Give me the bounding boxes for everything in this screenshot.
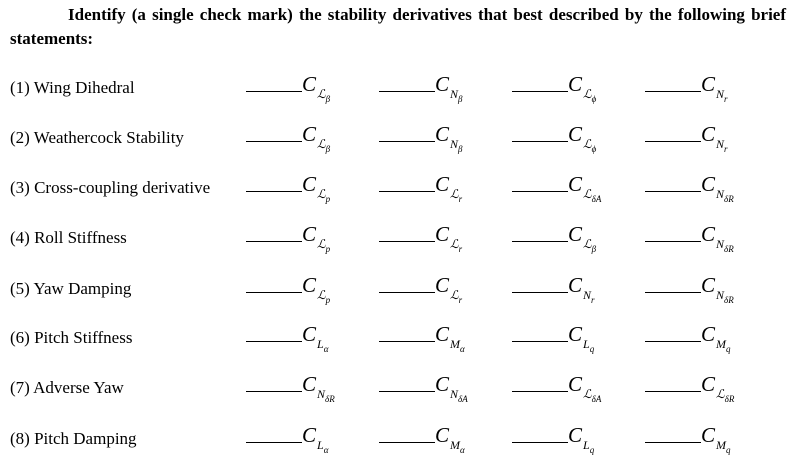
check-blank[interactable] <box>512 191 568 192</box>
symbol-subscript: NδA <box>450 387 468 404</box>
question-row <box>0 120 794 160</box>
symbol-subsubscript: δR <box>724 244 734 254</box>
answer-option[interactable] <box>512 370 662 410</box>
answer-option[interactable] <box>379 220 529 260</box>
symbol-subsubscript: r <box>458 295 463 305</box>
question-row <box>0 320 794 360</box>
check-blank[interactable] <box>645 292 701 293</box>
check-blank[interactable] <box>645 442 701 443</box>
symbol-base: C <box>435 273 450 297</box>
answer-option[interactable] <box>645 170 794 210</box>
question-label: (8) Pitch Damping <box>10 429 137 448</box>
symbol-subsubscript: q <box>589 445 595 455</box>
answer-option[interactable] <box>512 271 662 311</box>
symbol-base: C <box>435 222 450 246</box>
symbol-base: C <box>701 372 716 396</box>
symbol-base: C <box>435 372 450 396</box>
answer-option[interactable] <box>379 320 529 360</box>
derivative-symbol <box>701 320 731 354</box>
symbol-base: C <box>568 372 583 396</box>
check-blank[interactable] <box>379 191 435 192</box>
symbol-subscript: ℒδR <box>716 387 735 404</box>
symbol-subsubscript: δA <box>591 194 602 204</box>
answer-option[interactable] <box>246 220 396 260</box>
symbol-base: C <box>435 72 450 96</box>
symbol-subscript: ℒϕ <box>583 87 597 104</box>
symbol-subscript: Lq <box>583 337 595 354</box>
check-blank[interactable] <box>512 241 568 242</box>
check-blank[interactable] <box>379 391 435 392</box>
question-label: (1) Wing Dihedral <box>10 78 135 97</box>
check-blank[interactable] <box>246 91 302 92</box>
symbol-subsubscript: β <box>591 244 597 254</box>
answer-option[interactable] <box>246 120 396 160</box>
symbol-subscript: ℒp <box>317 237 331 254</box>
check-blank[interactable] <box>246 241 302 242</box>
derivative-symbol <box>435 170 463 204</box>
derivative-symbol <box>568 421 595 455</box>
symbol-subscript: ℒβ <box>583 237 597 254</box>
symbol-subscript: Lα <box>317 337 329 354</box>
symbol-base: C <box>701 222 716 246</box>
symbol-subsubscript: p <box>325 295 331 305</box>
symbol-subscript: ℒr <box>450 187 463 204</box>
answer-option[interactable] <box>512 421 662 461</box>
answer-option[interactable] <box>645 320 794 360</box>
symbol-base: C <box>302 372 317 396</box>
derivative-symbol <box>701 120 728 154</box>
question-row <box>0 220 794 260</box>
answer-option[interactable] <box>645 70 794 110</box>
symbol-subsubscript: α <box>323 344 329 354</box>
answer-option[interactable] <box>645 271 794 311</box>
symbol-subscript: ℒβ <box>317 87 331 104</box>
question-row <box>0 421 794 461</box>
symbol-subscript: Lα <box>317 438 329 455</box>
question-row <box>0 170 794 210</box>
symbol-subsubscript: α <box>460 445 465 455</box>
derivative-symbol <box>302 271 331 305</box>
question-label: (6) Pitch Stiffness <box>10 328 133 347</box>
symbol-subsubscript: r <box>591 295 595 305</box>
instructions: Identify (a single check mark) the stability derivatives that best described by the following brief statements: <box>10 5 786 48</box>
answer-option[interactable] <box>512 220 662 260</box>
answer-option[interactable] <box>379 421 529 461</box>
answer-option[interactable] <box>512 70 662 110</box>
answer-option[interactable] <box>246 170 396 210</box>
symbol-base: C <box>302 322 317 346</box>
check-blank[interactable] <box>512 391 568 392</box>
symbol-subsubscript: r <box>458 194 463 204</box>
symbol-subscript: ℒϕ <box>583 137 597 154</box>
question-label: (3) Cross-coupling derivative <box>10 178 211 197</box>
symbol-subscript: ℒδA <box>583 387 602 404</box>
symbol-subsubscript: δA <box>591 394 602 404</box>
answer-option[interactable] <box>512 170 662 210</box>
symbol-base: C <box>302 222 317 246</box>
derivative-symbol <box>302 220 331 254</box>
question-label: (7) Adverse Yaw <box>10 378 124 397</box>
symbol-subscript: NδR <box>716 237 734 254</box>
answer-option[interactable] <box>512 120 662 160</box>
symbol-subsubscript: q <box>589 344 595 354</box>
symbol-subscript: Mα <box>450 438 465 455</box>
check-blank[interactable] <box>379 442 435 443</box>
symbol-subscript: Mq <box>716 438 731 455</box>
answer-option[interactable] <box>379 271 529 311</box>
derivative-symbol <box>701 421 731 455</box>
symbol-subsubscript: p <box>325 244 331 254</box>
check-blank[interactable] <box>246 191 302 192</box>
symbol-subsubscript: q <box>726 445 731 455</box>
symbol-base: C <box>568 423 583 447</box>
check-blank[interactable] <box>246 391 302 392</box>
check-blank[interactable] <box>645 191 701 192</box>
symbol-subsubscript: δR <box>724 295 734 305</box>
answer-option[interactable] <box>379 370 529 410</box>
symbol-subsubscript: δR <box>724 394 735 404</box>
symbol-subsubscript: r <box>724 94 728 104</box>
symbol-subscript: Nβ <box>450 87 463 104</box>
symbol-base: C <box>701 172 716 196</box>
symbol-subsubscript: α <box>323 445 329 455</box>
derivative-symbol <box>435 220 463 254</box>
derivative-symbol <box>302 170 331 204</box>
symbol-base: C <box>302 72 317 96</box>
symbol-subscript: Mα <box>450 337 465 354</box>
check-blank[interactable] <box>379 241 435 242</box>
symbol-base: C <box>568 172 583 196</box>
check-blank[interactable] <box>246 292 302 293</box>
symbol-subsubscript: β <box>458 94 463 104</box>
symbol-subscript: NδR <box>716 288 734 305</box>
symbol-base: C <box>302 273 317 297</box>
symbol-subsubscript: p <box>325 194 331 204</box>
symbol-subsubscript: α <box>460 344 465 354</box>
answer-option[interactable] <box>246 370 396 410</box>
check-blank[interactable] <box>512 292 568 293</box>
symbol-subscript: ℒδA <box>583 187 602 204</box>
symbol-base: C <box>568 222 583 246</box>
symbol-subscript: Nβ <box>450 137 463 154</box>
derivative-symbol <box>435 271 463 305</box>
symbol-subscript: Nr <box>583 288 595 305</box>
symbol-base: C <box>568 322 583 346</box>
derivative-symbol <box>701 70 728 104</box>
check-blank[interactable] <box>246 442 302 443</box>
check-blank[interactable] <box>645 141 701 142</box>
answer-option[interactable] <box>246 70 396 110</box>
symbol-subscript: Nr <box>716 87 728 104</box>
answer-option[interactable] <box>645 421 794 461</box>
question-label: (2) Weathercock Stability <box>10 128 184 147</box>
check-blank[interactable] <box>379 141 435 142</box>
symbol-base: C <box>701 322 716 346</box>
symbol-subscript: Lq <box>583 438 595 455</box>
symbol-subsubscript: δR <box>724 194 734 204</box>
symbol-subsubscript: ϕ <box>591 144 597 154</box>
answer-option[interactable] <box>645 120 794 160</box>
symbol-subsubscript: δR <box>325 394 335 404</box>
symbol-subscript: ℒp <box>317 187 331 204</box>
symbol-subsubscript: r <box>724 144 728 154</box>
answer-option[interactable] <box>645 370 794 410</box>
symbol-subscript: ℒr <box>450 237 463 254</box>
answer-option[interactable] <box>246 320 396 360</box>
question-row <box>0 370 794 410</box>
check-blank[interactable] <box>512 91 568 92</box>
question-label: (5) Yaw Damping <box>10 279 132 298</box>
symbol-base: C <box>302 423 317 447</box>
check-blank[interactable] <box>246 141 302 142</box>
symbol-base: C <box>435 172 450 196</box>
symbol-base: C <box>701 423 716 447</box>
symbol-base: C <box>701 273 716 297</box>
check-blank[interactable] <box>512 141 568 142</box>
check-blank[interactable] <box>379 91 435 92</box>
symbol-subsubscript: β <box>325 94 331 104</box>
symbol-subscript: NδR <box>317 387 335 404</box>
question-row <box>0 70 794 110</box>
check-blank[interactable] <box>246 341 302 342</box>
answer-option[interactable] <box>379 170 529 210</box>
symbol-subscript: Mq <box>716 337 731 354</box>
symbol-subscript: Nr <box>716 137 728 154</box>
check-blank[interactable] <box>512 442 568 443</box>
check-blank[interactable] <box>379 341 435 342</box>
symbol-base: C <box>435 322 450 346</box>
answer-option[interactable] <box>379 70 529 110</box>
symbol-base: C <box>302 172 317 196</box>
symbol-subsubscript: q <box>726 344 731 354</box>
answer-option[interactable] <box>246 271 396 311</box>
symbol-subscript: ℒp <box>317 288 331 305</box>
symbol-base: C <box>568 273 583 297</box>
symbol-base: C <box>435 122 450 146</box>
answer-option[interactable] <box>379 120 529 160</box>
symbol-base: C <box>302 122 317 146</box>
question-row <box>0 271 794 311</box>
symbol-subsubscript: β <box>458 144 463 154</box>
derivative-symbol <box>568 320 595 354</box>
check-blank[interactable] <box>645 341 701 342</box>
symbol-subscript: ℒr <box>450 288 463 305</box>
question-label: (4) Roll Stiffness <box>10 228 127 247</box>
symbol-subsubscript: ϕ <box>591 94 597 104</box>
check-blank[interactable] <box>379 292 435 293</box>
symbol-subscript: NδR <box>716 187 734 204</box>
answer-option[interactable] <box>512 320 662 360</box>
symbol-subsubscript: β <box>325 144 331 154</box>
symbol-subsubscript: δA <box>458 394 468 404</box>
symbol-base: C <box>701 122 716 146</box>
answer-option[interactable] <box>246 421 396 461</box>
symbol-base: C <box>568 72 583 96</box>
symbol-subscript: ℒβ <box>317 137 331 154</box>
symbol-base: C <box>435 423 450 447</box>
symbol-subsubscript: r <box>458 244 463 254</box>
check-blank[interactable] <box>645 391 701 392</box>
symbol-base: C <box>701 72 716 96</box>
check-blank[interactable] <box>645 91 701 92</box>
derivative-symbol <box>568 271 595 305</box>
symbol-base: C <box>568 122 583 146</box>
answer-option[interactable] <box>645 220 794 260</box>
check-blank[interactable] <box>645 241 701 242</box>
check-blank[interactable] <box>512 341 568 342</box>
